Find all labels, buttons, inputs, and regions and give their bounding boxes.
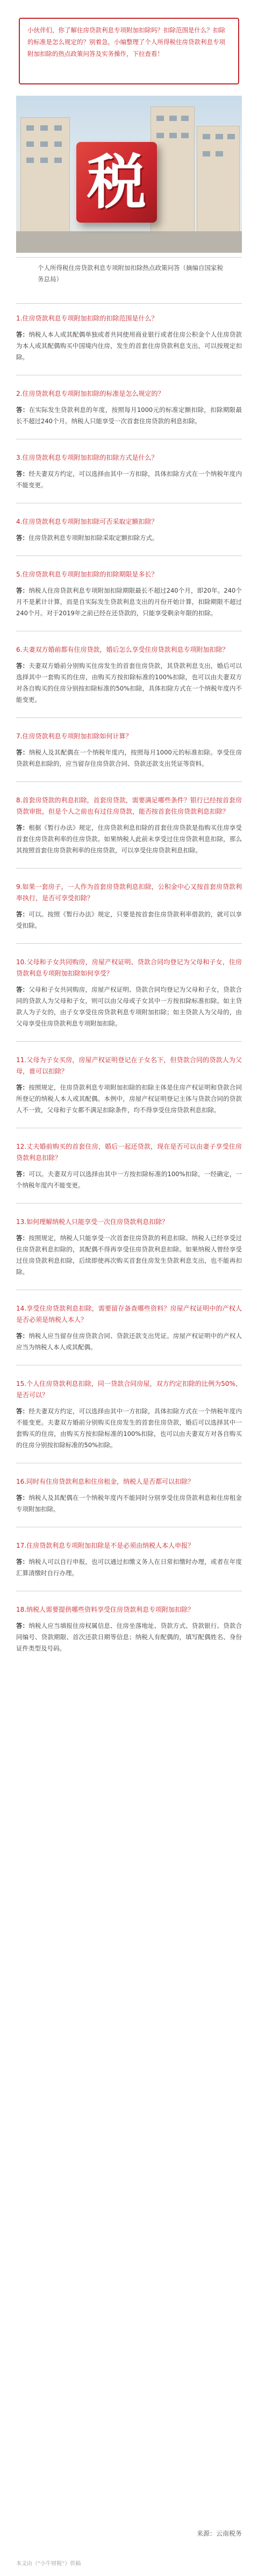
qa-item [16,881,242,931]
answer-text: 经夫妻双方约定，可以选择由其中一方扣除，具体扣除方式在一个纳税年度内不能变更。 [16,470,242,489]
footer-text: 本文由（“小牛财税”）供稿 [16,2561,81,2567]
question-text: 6.夫妻双方婚前都有住房贷款，婚后怎么享受住房贷款利息专项附加扣除？ [16,646,229,653]
answer-block [16,404,242,427]
qa-item [16,569,242,619]
qa-item [16,1476,242,1515]
answer-tag: 答： [16,1494,29,1502]
qa-item [16,516,242,544]
hero-image [16,96,242,253]
answer-tag: 答： [16,662,29,670]
answer-block [16,1492,242,1515]
answer-text: 经夫妻双方约定，可以选择由其中一方扣除，具体扣除方式在一个纳税年度内不能变更。夫妻双方婚前分别购买住房发生的首套住房贷款，婚后可以选择其中一套购买的住房，由购买方按扣除标准的100%扣除，也可以由夫妻双方对各自购买的住房分别按扣除标准的50%扣除。 [16,1407,242,1449]
question-text: 4.住房贷款利息专项附加扣除可否采取定额扣除？ [16,518,158,525]
question-text: 13.如何理解纳税人只能享受一次住房贷款利息扣除？ [16,1218,169,1226]
qa-item [16,388,242,427]
answer-tag: 答： [16,1332,29,1340]
qa-list [16,313,242,1654]
qa-item [16,957,242,1029]
answer-text: 住房贷款利息专项附加扣除采取定额扣除方式。 [28,534,159,542]
source-text: 来源：云南税务 [196,2530,242,2537]
qa-item [16,1378,242,1451]
qa-item [16,1055,242,1116]
answer-text: 按照规定，纳税人只能享受一次首套住房贷款的利息扣除。纳税人已经享受过住房贷款利息扣除的，其配偶不得再享受住房贷款利息扣除。如果纳税人曾经享受过住房贷款利息扣除，后续即使再次购买首套住房发生贷款利息支出，也不能再扣除。 [16,1234,242,1276]
question-text: 9.如果一套房子，一人作为首套房贷款利息扣除，公积金中心又按首套房贷款利率执行，是否可享受扣除？ [16,883,242,902]
answer-tag: 答： [16,1170,29,1178]
building-middle [150,106,195,237]
answer-text: 根据《暂行办法》规定，住房贷款利息扣除的首套住房贷款是指购买住房享受首套住房贷款利率的住房贷款。如果纳税人此前未享受过住房贷款利息扣除，那么其按照首套住房贷款利率的住房贷款，可以享受住房贷款利息扣除。 [16,824,242,854]
answer-block [16,1620,242,1654]
question-text: 10.父母和子女共同购房，房屋产权证明、贷款合同均登记为父母和子女，住房贷款利息专项附加扣除如何享受？ [16,958,242,977]
intro-text: 小伙伴们，你了解住房贷款利息专项附加扣除吗？扣除范围是什么？扣除的标准是怎么规定的？别着急，小编整理了个人所得税住房贷款利息专项附加扣除的热点政策问答及实务操作，下拉查看！ [27,26,225,58]
answer-block [16,747,242,770]
answer-tag: 答： [16,587,29,594]
tax-character: 税 [87,147,146,217]
section-divider [16,868,242,869]
section-divider [16,717,242,718]
answer-text: 可以。夫妻双方可以选择由其中一方按扣除标准的100%扣除，一经确定，一个纳税年度内不能变更。 [16,1170,242,1189]
answer-tag: 答： [16,1407,29,1415]
answer-tag: 答： [16,331,29,338]
answer-block [16,1556,242,1579]
question-text: 1.住房贷款利息专项附加扣除的扣除范围是什么？ [16,315,158,322]
answer-block [16,1406,242,1451]
answer-block [16,1233,242,1278]
qa-item [16,731,242,770]
answer-text: 纳税人应当留存住房贷款合同、贷款还款支出凭证。房屋产权证明中的产权人应当为纳税人本人或其配偶。 [16,1332,242,1351]
answer-text: 纳税人及其配偶在一个纳税年度内不能同时分别享受住房贷款利息和住房租金专项附加扣除。 [16,1494,242,1513]
lead-text: 个人所得税住房贷款利息专项附加扣除热点政策问答（摘编自国家税务总局） [38,264,223,283]
answer-text: 按照规定，住房贷款利息专项附加扣除的扣除主体是住房产权证明和贷款合同所登记的纳税人本人或其配偶。本例中，房屋产权证明登记主体与贷款合同的贷款人不一致，父母和子女都不满足扣除条件，均不得享受住房贷款利息扣除。 [16,1084,242,1114]
question-text: 3.住房贷款利息专项附加扣除的扣除方式是什么？ [16,454,158,461]
question-text: 16.同时有住房贷款利息和住房租金，纳税人是否都可以扣除？ [16,1478,195,1485]
answer-tag: 答： [16,470,29,478]
question-text: 8.首套房贷款的利息扣除，首套房贷款，需要满足哪些条件？银行已经按首套房贷款审批，但是个人之前也有过住房贷款，能否按首套住房贷款利息扣除？ [16,796,242,815]
question-text: 7.住房贷款利息专项附加扣除如何计算？ [16,732,132,740]
building-right [197,126,240,237]
qa-item [16,1540,242,1579]
answer-text: 夫妻双方婚前分别购买住房发生的首套住房贷款，其贷款利息支出，婚后可以选择其中一套购买的住房，由购买方按扣除标准的100%扣除，也可以由夫妻双方对各自购买的住房分别按扣除标准的50%扣除，具体扣除方式在一个纳税年度内不能变更。 [16,662,242,703]
answer-block [16,585,242,619]
question-text: 15.个人住房贷款利息扣除，同一贷款合同房屋，双方约定扣除的比例为50%，是否可以？ [16,1380,242,1399]
answer-tag: 答： [16,824,29,831]
qa-item [16,452,242,491]
top-divider [16,257,242,258]
building-left [20,117,70,237]
question-text: 18.纳税人需要提供哪些资料享受住房贷款利息专项附加扣除？ [16,1606,195,1613]
answer-block [16,329,242,363]
qa-item [16,313,242,363]
answer-block [16,984,242,1029]
qa-item [16,1216,242,1278]
section-divider [16,1203,242,1204]
answer-text: 可以。按照《暂行办法》规定，只要是按首套住房贷款利率借款的，就可以享受扣除。 [16,910,242,929]
answer-text: 父母和子女共同购房，房屋产权证明、贷款合同均登记为父母和子女，贷款合同的贷款人为父母和子女，则可以由父母或子女其中一方按扣除标准扣除。如主贷款人为子女的，由子女享受住房贷款利息专项附加扣除；如主贷款人为父母的，由父母享受住房贷款利息专项附加扣除。 [16,986,242,1027]
answer-block [16,1082,242,1116]
answer-tag: 答： [16,986,29,993]
answer-tag: 答： [16,1558,29,1565]
answer-text: 纳税人可以自行申报，也可以通过扣缴义务人在日常扣缴时办理，或者在年度汇算清缴时自行办理。 [16,1558,242,1577]
answer-text: 纳税人应当填报住房权属信息、住房坐落地址、贷款方式、贷款银行、贷款合同编号、贷款期限、首次还款日期等信息；纳税人有配偶的，填写配偶姓名、身份证件类型及号码。 [16,1622,242,1652]
answer-block [16,822,242,856]
section-divider [16,1041,242,1042]
answer-text: 在实际发生贷款利息的年度，按照每月1000元的标准定额扣除，扣除期限最长不超过240个月。纳税人只能享受一次首套住房贷款的利息扣除。 [16,406,242,425]
answer-block [16,1330,242,1353]
answer-tag: 答： [16,749,29,756]
answer-tag: 答： [16,406,29,414]
question-text: 14.享受住房贷款利息扣除，需要留存备查哪些资料？房屋产权证明中的产权人是否必须是纳税人本人？ [16,1305,242,1323]
answer-text: 纳税人及其配偶在一个纳税年度内，按照每月1000元的标准扣除。享受住房贷款利息扣除的，应当留存住房贷款合同、贷款还款支出凭证等资料。 [16,749,242,767]
question-text: 5.住房贷款利息专项附加扣除的扣除期限是多长？ [16,571,158,578]
qa-item [16,1141,242,1191]
answer-tag: 答： [16,910,29,918]
answer-block [16,468,242,491]
answer-tag: 答： [16,1622,29,1629]
lead-divider [16,303,242,304]
hero-ground [16,231,242,253]
question-text: 17.住房贷款利息专项附加扣除是不是必须由纳税人本人申报？ [16,1542,195,1549]
qa-item [16,1604,242,1654]
answer-tag: 答： [16,1084,29,1091]
answer-block [16,909,242,931]
answer-text: 纳税人本人或其配偶单独或者共同使用商业银行或者住房公积金个人住房贷款为本人或其配偶购买中国境内住房，发生的首套住房贷款利息支出，可以按规定扣除。 [16,331,242,361]
qa-item [16,795,242,856]
intro-box [19,18,239,84]
question-text: 11.父母为子女买房，房屋产权证明登记在子女名下，但贷款合同的贷款人为父母，谁可以扣除？ [16,1056,242,1075]
answer-block [16,1169,242,1191]
question-text: 12.丈夫婚前购买的首套住房，婚后一起还贷款，现在是否可以由妻子享受住房贷款利息扣除？ [16,1143,242,1162]
answer-tag: 答： [16,534,28,542]
answer-tag: 答： [16,1234,29,1242]
question-text: 2.住房贷款利息专项附加扣除的标准是怎么规定的？ [16,390,164,397]
section-divider [16,943,242,944]
answer-block [16,660,242,706]
section-divider [16,781,242,782]
answer-text: 纳税人住房贷款利息专项附加扣除期限最长不超过240个月，即20年。240个月不是累计计算，而是自实际发生贷款利息支出的月份开始计算，扣除期限不超过240个月。对于2019年之前已经在还贷款的，只能享受剩余年限的扣除。 [16,587,242,617]
answer-block [16,532,242,544]
qa-item [16,1303,242,1353]
tax-block [76,142,157,223]
qa-item [16,644,242,706]
